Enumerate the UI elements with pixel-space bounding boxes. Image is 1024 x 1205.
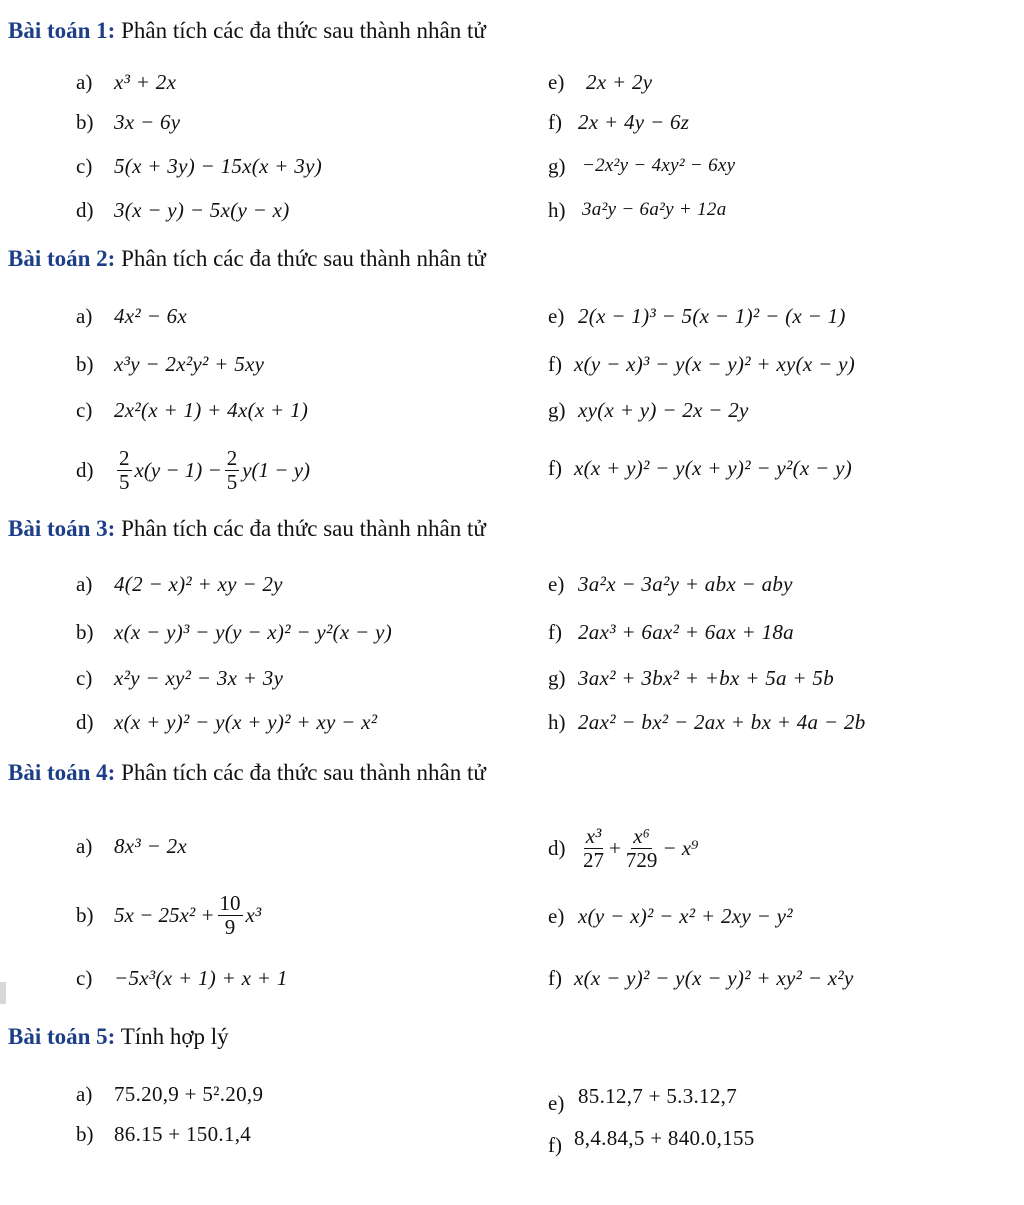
s3-item-d [76,702,377,742]
item-expression: x(x + y)² − y(x + y)² + xy − x² [114,709,378,734]
section-3-text: Phân tích các đa thức sau thành nhân tử [121,516,486,541]
fraction-denominator: 5 [119,469,130,494]
section-1-heading [8,18,486,44]
item-letter: c) [76,965,93,990]
item-expression: 2ax³ + 6ax² + 6ax + 18a [578,619,794,644]
fraction-denominator: 9 [224,914,236,939]
item-expression: 2ax² − bx² − 2ax + bx + 4a − 2b [578,709,866,734]
expression-part: − x⁹ [662,835,699,860]
s1-item-a [76,62,176,102]
item-expression: 3a²y − 6a²y + 12a [582,199,727,220]
item-letter: e) [548,571,565,596]
item-expression: x(x − y)² − y(x − y)² + xy² − x²y [574,965,854,990]
section-2-text: Phân tích các đa thức sau thành nhân tử [121,246,486,271]
section-4-text: Phân tích các đa thức sau thành nhân tử [121,760,486,785]
item-letter: f) [548,351,562,376]
s5-item-b [76,1114,251,1154]
s1-item-e [548,62,652,102]
item-letter: b) [76,1121,94,1146]
item-expression: 4(2 − x)² + xy − 2y [114,571,283,596]
section-5-label: Bài toán 5: [8,1024,116,1049]
s3-item-h [548,702,866,742]
item-expression: x²y − xy² − 3x + 3y [114,665,284,690]
section-3-heading [8,516,486,542]
item-letter: e) [548,903,565,928]
expression-part: x(y − 1) − [134,457,222,482]
item-letter: a) [76,69,93,94]
s1-item-h [548,190,727,230]
s2-item-f [548,344,855,384]
fraction-denominator: 27 [583,847,604,872]
item-expression: x(x − y)³ − y(y − x)² − y²(x − y) [114,619,392,644]
item-expression: 3ax² + 3bx² + +bx + 5a + 5b [578,665,835,690]
item-letter: b) [76,109,94,134]
item-expression: 75.20,9 + 5².20,9 [114,1081,264,1106]
s2-item-e [548,296,846,336]
fraction-numerator: 10 [219,891,241,916]
s2-item-b [76,344,264,384]
s3-item-e [548,564,793,604]
item-letter: f) [548,619,562,644]
s1-item-g [548,146,735,186]
s3-item-c [76,658,283,698]
s5-item-e [548,1076,737,1116]
item-expression: −2x²y − 4xy² − 6xy [582,155,736,176]
section-5-text: Tính hợp lý [120,1024,229,1049]
section-4-label: Bài toán 4: [8,760,116,785]
s4-item-f [548,958,854,998]
item-letter: d) [548,835,566,860]
section-2-heading [8,246,486,272]
item-letter: c) [76,397,93,422]
fraction-denominator: 729 [625,847,658,872]
item-letter: c) [76,153,93,178]
item-expression: −5x³(x + 1) + x + 1 [114,965,288,990]
expression-part: y(1 − y) [242,457,311,482]
s5-item-a [76,1074,263,1114]
item-letter: f) [548,455,562,480]
s1-item-c [76,146,322,186]
item-expression: 2x²(x + 1) + 4x(x + 1) [114,397,309,422]
item-expression: 2(x − 1)³ − 5(x − 1)² − (x − 1) [578,303,846,328]
s1-item-f [548,102,689,142]
fraction-numerator: 2 [119,446,130,471]
item-letter: h) [548,709,566,734]
item-expression: x(y − x)³ − y(x − y)² + xy(x − y) [574,351,856,376]
item-expression: 2x + 4y − 6z [578,109,690,134]
expression-part: + [609,835,621,860]
item-expression: x(x + y)² − y(x + y)² − y²(x − y) [574,455,852,480]
item-letter: g) [548,665,566,690]
fraction [117,447,132,492]
item-letter: a) [76,571,93,596]
item-expression: x³ + 2x [114,69,177,94]
s3-item-a [76,564,283,604]
item-expression: xy(x + y) − 2x − 2y [578,397,749,422]
section-1-text: Phân tích các đa thức sau thành nhân tử [121,18,486,43]
s2-item-a [76,296,187,336]
item-letter: e) [548,1090,565,1115]
s4-item-b [76,890,261,940]
item-expression: 3(x − y) − 5x(y − x) [114,197,290,222]
fraction-numerator: x⁶ [633,824,650,849]
s4-item-a [76,826,187,866]
item-expression: 3a²x − 3a²y + abx − aby [578,571,793,596]
item-expression: 5(x + 3y) − 15x(x + 3y) [114,153,322,178]
s1-item-b [76,102,180,142]
scan-artifact [0,982,6,1004]
item-letter: c) [76,665,93,690]
item-letter: b) [76,902,94,927]
fraction [218,892,243,937]
s5-item-f [548,1118,755,1158]
item-expression: 8x³ − 2x [114,833,188,858]
s2-item-d [76,446,310,494]
section-5-heading [8,1024,229,1050]
s3-item-g [548,658,834,698]
item-letter: h) [548,197,566,222]
section-1-label: Bài toán 1: [8,18,116,43]
fraction-denominator: 5 [226,469,238,494]
item-expression: x³y − 2x²y² + 5xy [114,351,265,376]
section-2-label: Bài toán 2: [8,246,116,271]
item-expression: x(y − x)² − x² + 2xy − y² [578,903,793,928]
item-expression: 4x² − 6x [114,303,188,328]
item-letter: a) [76,1081,93,1106]
fraction-numerator: x³ [585,824,602,849]
fraction [225,447,240,492]
item-expression: 3x − 6y [114,109,181,134]
item-letter: f) [548,1132,562,1157]
s1-item-d [76,190,290,230]
item-letter: a) [76,303,93,328]
item-letter: f) [548,109,562,134]
item-expression: 8,4.84,5 + 840.0,155 [574,1125,755,1150]
s2-item-c [76,390,308,430]
fraction-numerator: 2 [226,446,238,471]
s2-item-g [548,390,749,430]
item-expression [114,892,261,937]
item-letter: a) [76,833,93,858]
item-letter: f) [548,965,562,990]
item-letter: d) [76,197,94,222]
item-expression: 2x + 2y [586,69,653,94]
item-expression: 86.15 + 150.1,4 [114,1121,252,1146]
item-letter: g) [548,397,566,422]
s3-item-b [76,612,392,652]
fraction [624,825,660,870]
item-expression [114,447,310,492]
item-letter: d) [76,457,94,482]
item-letter: b) [76,619,94,644]
item-expression [578,825,698,870]
section-3-label: Bài toán 3: [8,516,116,541]
item-letter: b) [76,351,94,376]
s4-item-c [76,958,288,998]
item-letter: e) [548,303,565,328]
expression-part: x³ [245,902,262,927]
item-letter: g) [548,153,566,178]
s4-item-e [548,896,793,936]
section-4-heading [8,760,486,786]
s4-item-d [548,820,698,876]
item-letter: e) [548,69,565,94]
item-letter: d) [76,709,94,734]
expression-part: 5x − 25x² + [114,902,215,927]
fraction [581,825,606,870]
item-expression: 85.12,7 + 5.3.12,7 [578,1083,737,1108]
s3-item-f [548,612,794,652]
s2-item-f2 [548,448,852,488]
